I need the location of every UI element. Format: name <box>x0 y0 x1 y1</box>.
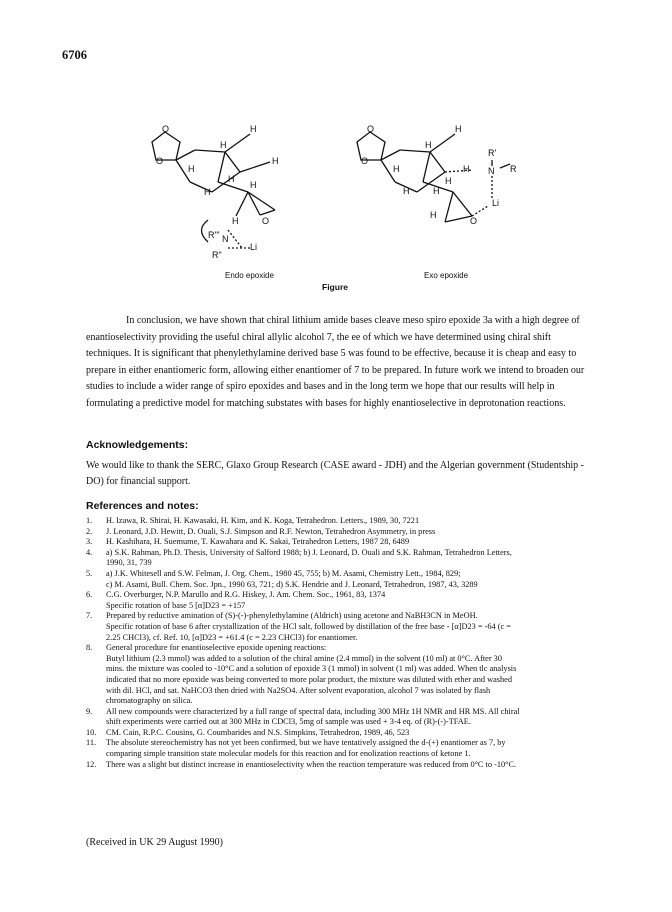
reference-item: 1. H. Izawa, R. Shirai, H. Kawasaki, H. Kim, and K. Koga, Tetrahedron. Letters., 1989, 30, 7221 <box>86 516 420 525</box>
conclusion-paragraph <box>86 313 598 413</box>
reference-item: 10. CM. Cain, R.P.C. Cousins, G. Coumbarides and N.S. Simpkins, Tetrahedron, 1989, 46, 523 <box>86 727 410 737</box>
exo-atom-h8: H <box>430 210 437 220</box>
reference-item: 11. The absolute stereochemistry has not yet been confirmed, but we have tentatively assigned the d-(+) enantiomer as 7, by comparing simple transition state molecular models for this reaction and for enolization reactions of ketone 1. <box>86 738 506 759</box>
reference-item: 12. There was a slight but distinct increase in enantioselectivity when the reaction temperature was reduced from 0°C to -10°C. <box>86 759 517 769</box>
exo-atom-o1: O <box>361 156 369 166</box>
exo-atom-h2: H <box>425 140 432 150</box>
endo-atom-o3: O <box>262 216 270 226</box>
exo-atom-r: R <box>510 164 517 174</box>
reference-item: 5. a) J.K. Whitesell and S.W. Felman, J. Org. Chem., 1980 45, 755; b) M. Asami, Chemistry Lett., 1984, 829; c) M. Asami, Bull. Chem. Soc. Jpn., 1990 63, 721; d) S.K. Hendrie and J. Leonard, Tetrahedron, 1987, 43, 3289 <box>86 568 478 589</box>
exo-atom-h3: H <box>455 124 462 134</box>
exo-epoxide-label: Exo epoxide <box>424 271 469 280</box>
reaction-figure <box>100 120 570 325</box>
endo-atom-h2: H <box>220 140 227 150</box>
exo-atom-li: Li <box>492 198 500 208</box>
endo-atom-h8: H <box>232 216 239 226</box>
conclusion-text: In conclusion, we have shown that chiral lithium amide bases cleave meso spiro epoxide 3a with a high degree of enantioselectivity providing the useful chiral allylic alcohol 7, the ee of which we have determined using chiral shift techniques. It is significant that phenylethylamine derived base 5 was found to be effective, because it is cheap and easy to prepare in either enantiomeric form, allowing either enantiomer of 7 to be prepared. In future work we intend to broaden our studies to include a wider range of spiro epoxides and bases and in the long term we hope that our results will help in formulating a predictive model for matching substates with bases for highly enantioselective in deprotonation reactions. <box>86 315 585 409</box>
exo-atom-n: N <box>488 166 495 176</box>
endo-atom-r2: R" <box>212 250 222 260</box>
exo-atom-rprime: R' <box>488 148 497 158</box>
acknowledgements-heading: Acknowledgements: <box>86 439 189 451</box>
exo-atom-h4: H <box>463 164 470 174</box>
endo-atom-h5: H <box>228 174 235 184</box>
exo-atom-h6: H <box>403 186 410 196</box>
endo-atom-h4: H <box>272 156 279 166</box>
endo-atom-h7: H <box>204 187 211 197</box>
reference-item: 6. C.G. Overburger, N.P. Marullo and R.G. Hiskey, J. Am. Chem. Soc., 1961, 83, 1374 Specific rotation of base 5 [α]D23 = +157 <box>86 590 386 610</box>
references-heading: References and notes: <box>86 500 199 512</box>
endo-atom-o2: O <box>162 124 170 134</box>
endo-atom-rhash: R''' <box>208 230 220 240</box>
reference-item: 2. J. Leonard, J.D. Hewitt, D. Ouali, S.J. Simpson and R.F. Newton, Tetrahedron Asymmetry, in press <box>86 526 436 536</box>
acknowledgements-text: We would like to thank the SERC, Glaxo Group Research (CASE award - JDH) and the Algerian government (Studentship - DO) for financial support. <box>86 460 584 487</box>
endo-atom-h1: H <box>188 164 195 174</box>
endo-epoxide-label: Endo epoxide <box>225 271 274 280</box>
exo-atom-h5: H <box>445 176 452 186</box>
reference-item: 3. H. Kashihara, H. Suemume, T. Kawahara and K. Sakai, Tetrahedron Letters, 1987 28, 6489 <box>86 537 410 547</box>
exo-atom-h1: H <box>393 164 400 174</box>
endo-atom-o1: O <box>156 156 164 166</box>
references-list <box>86 516 606 770</box>
received-date: (Received in UK 29 August 1990) <box>86 837 223 848</box>
reference-item: 9. All new compounds were characterized by a full range of spectral data, including 300 MHz 1H NMR and HR MS. All chiral shift experiments were carried out at 300 MHz in CDCl3, 5mg of sample was used + 3-4 eq. of (R)-(-)-TFAE. <box>86 706 520 727</box>
exo-atom-o3: O <box>470 216 478 226</box>
endo-atom-n: N <box>222 234 229 244</box>
endo-atom-h3: H <box>250 124 257 134</box>
endo-atom-h6: H <box>250 180 257 190</box>
figure-caption: Figure <box>322 282 348 292</box>
reference-item: 4. a) S.K. Rahman, Ph.D. Thesis, University of Salford 1988; b) J. Leonard, D. Ouali and S.K. Rahman, Tetrahedron Letters, 1990, 31, 739 <box>86 547 512 568</box>
page-number: 6706 <box>62 48 87 62</box>
reference-item: 7. Prepared by reductive amination of (S)-(-)-phenylethylamine (Aldrich) using acetone and NaBH3CN in MeOH. Specific rotation of base 6 after crystallization of the HCl salt, followed by distillation of the free base - [α]D23 = -64 (c = 2.25 CHCl3), cf. Ref. 10, [α]D23 = +61.4 (c = 2.23 CHCl3) for enantiomer. <box>86 611 511 642</box>
exo-atom-o2: O <box>367 124 375 134</box>
exo-atom-h7: H <box>433 186 440 196</box>
endo-atom-li: Li <box>250 242 258 252</box>
reference-item: 8. General procedure for enantioselective epoxide opening reactions: Butyl lithium (2.3 mmol) was added to a solution of the chiral amine (2.4 mmol) in the solvent (10 ml) at 0°C. After 30 mins. the mixture was cooled to -10°C and a solution of epoxide 3 (1 mmol) in solvent (1 ml) was added. When tlc analysis indicated that no more epoxide was being converted to more polar product, the mixture was diluted with ether and washed with dil. HCl, and sat. NaHCO3 then dried with Na2SO4. After solvent evaporation, alcohol 7 was isolated by flash chromatography on silica. <box>86 643 517 706</box>
